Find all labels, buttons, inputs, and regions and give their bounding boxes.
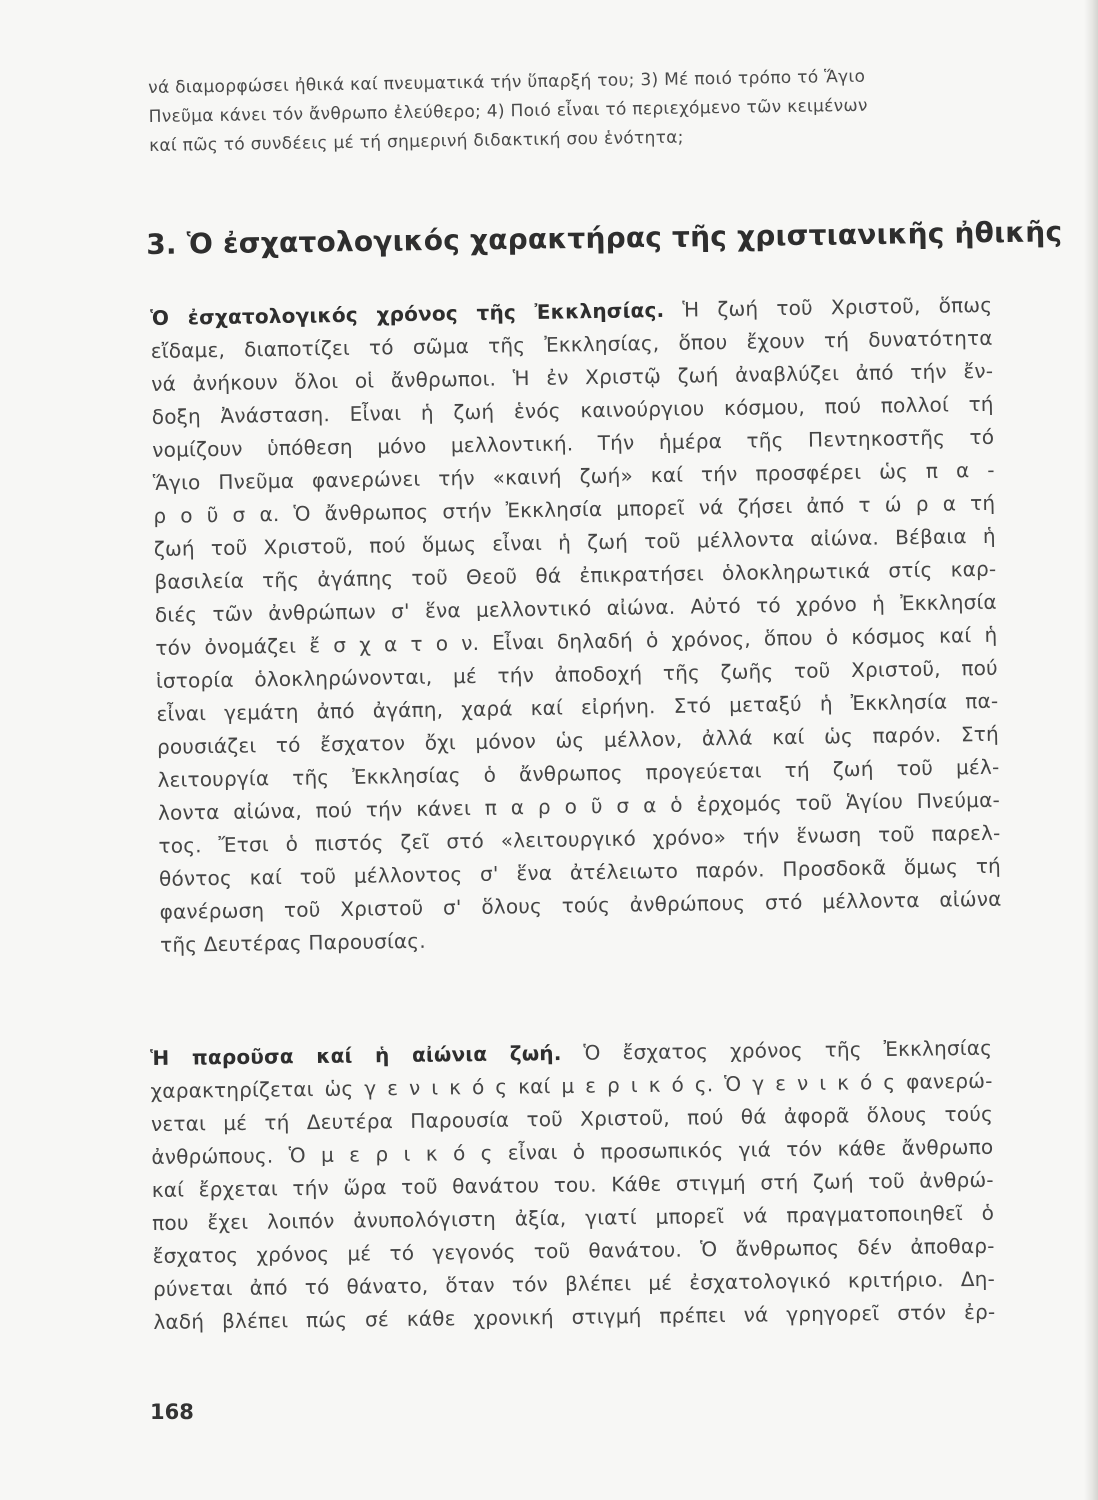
paragraph-line: Ἅγιο Πνεῦμα φανερώνει τήν «καινή ζωή» καί τήν προσφέρει ὡς π α -	[152, 457, 995, 495]
paragraph-line-text: Ἡ ζωή τοῦ Χριστοῦ, ὅπως	[682, 292, 993, 322]
paragraph-line: δοξη Ἀνάσταση. Εἶναι ἡ ζωή ἑνός καινούργιου κόσμου, πού πολλοί τή	[151, 391, 994, 429]
paragraph-lead: Ἡ παροῦσα καί ἡ αἰώνια ζωή.	[150, 1040, 562, 1070]
paragraph-line: ρουσιάζει τό ἔσχατον ὄχι μόνον ὡς μέλλον, ἀλλά καί ὡς παρόν. Στή	[156, 721, 1000, 759]
paragraph-line: θόντος καί τοῦ μέλλοντος σ' ἕνα ἀτέλειωτο παρόν. Προσδοκᾶ ὅμως τή	[158, 853, 1002, 891]
paragraph-line-text: Ὁ ἔσχατος χρόνος τῆς Ἐκκλησίας	[583, 1035, 993, 1065]
paragraph-line: ρ ο ῦ σ α. Ὁ ἄνθρωπος στήν Ἐκκλησία μπορεῖ νά ζήσει ἀπό τ ώ ρ α τή	[153, 490, 996, 528]
page-binding-edge	[1084, 0, 1098, 1500]
paragraph-line: φανέρωση τοῦ Χριστοῦ σ' ὅλους τούς ἀνθρώπους στό μέλλοντα αἰώνα	[159, 886, 1002, 924]
intro-line: καί πῶς τό συνδέεις μέ τή σημερινή διδακτική σου ἑνότητα;	[148, 127, 684, 156]
page-number: 168	[150, 1400, 194, 1424]
paragraph-line: εἴδαμε, διαποτίζει τό σῶμα τῆς Ἐκκλησίας, ὅπου ἔχουν τή δυνατότητα	[150, 325, 993, 363]
paragraph-line: νά ἀνήκουν ὅλοι οἱ ἄνθρωποι. Ἡ ἐν Χριστῷ ζωή ἀναβλύζει ἀπό τήν ἔν-	[151, 358, 994, 396]
intro-questions	[148, 61, 991, 161]
paragraph-line: καί ἔρχεται τήν ὥρα τοῦ θανάτου του. Κάθε στιγμή στή ζωή τοῦ ἀνθρώ-	[151, 1167, 994, 1202]
paragraph-line: βασιλεία τῆς ἀγάπης τοῦ Θεοῦ θά ἐπικρατήσει ὁλοκληρωτικά στίς καρ-	[154, 556, 997, 594]
paragraph-line: λειτουργία τῆς Ἐκκλησίας ὁ ἄνθρωπος προγεύεται τή ζωή τοῦ μέλ-	[157, 754, 1000, 792]
paragraph-line: ἔσχατος χρόνος μέ τό γεγονός τοῦ θανάτου. Ὁ ἄνθρωπος δέν ἀποθαρ-	[152, 1233, 995, 1268]
paragraph-line: εἶναι γεμάτη ἀπό ἀγάπη, χαρά καί εἰρήνη. Στό μεταξύ ἡ Ἐκκλησία πα-	[156, 688, 999, 726]
paragraph-line: νομίζουν ὑπόθεση μόνο μελλοντική. Τήν ἡμέρα τῆς Πεντηκοστῆς τό	[152, 424, 995, 462]
paragraph-line: χαρακτηρίζεται ὡς γ ε ν ι κ ό ς καί μ ε ρ ι κ ό ς. Ὁ γ ε ν ι κ ό ς φανερώ-	[150, 1068, 993, 1103]
paragraph-line: ζωή τοῦ Χριστοῦ, πού ὅμως εἶναι ἡ ζωή τοῦ μέλλοντα αἰώνα. Βέβαια ἡ	[153, 523, 996, 561]
paragraph-line: τος. Ἔτσι ὁ πιστός ζεῖ στό «λειτουργικό χρόνο» τήν ἕνωση τοῦ παρελ-	[158, 820, 1001, 858]
paragraph-eschatological-time	[150, 289, 1002, 962]
paragraph-present-and-eternal-life	[150, 1032, 996, 1339]
intro-line: νά διαμορφώσει ἠθικά καί πνευματικά τήν ὕπαρξή του; 3) Μέ ποιό τρόπο τό Ἅγιο	[148, 66, 866, 98]
paragraph-line: που ἔχει λοιπόν ἀνυπολόγιστη ἀξία, γιατί μπορεῖ νά πραγματοποιηθεῖ ὁ	[152, 1200, 995, 1235]
intro-line: Πνεῦμα κάνει τόν ἄνθρωπο ἐλεύθερο; 4) Ποιό εἶναι τό περιεχόμενο τῶν κειμένων	[148, 95, 868, 127]
paragraph-line: νεται μέ τή Δευτέρα Παρουσία τοῦ Χριστοῦ, πού θά ἀφορᾶ ὅλους τούς	[150, 1101, 994, 1136]
paragraph-line: διές τῶν ἀνθρώπων σ' ἕνα μελλοντικό αἰώνα. Αὐτό τό χρόνο ἡ Ἐκκλησία	[154, 589, 998, 627]
paragraph-line: ἀνθρώπους. Ὁ μ ε ρ ι κ ό ς εἶναι ὁ προσωπικός γιά τόν κάθε ἄνθρωπο	[151, 1134, 994, 1169]
paragraph-line: τῆς Δευτέρας Παρουσίας.	[159, 928, 427, 957]
paragraph-line: ρύνεται ἀπό τό θάνατο, ὅταν τόν βλέπει μέ ἐσχατολογικό κριτήριο. Δη-	[152, 1266, 996, 1301]
paragraph-line: λοντα αἰώνα, πού τήν κάνει π α ρ ο ῦ σ α ὁ ἐρχομός τοῦ Ἁγίου Πνεύμα-	[157, 787, 1001, 825]
paragraph-line: τόν ὀνομάζει ἔ σ χ α τ ο ν. Εἶναι δηλαδή ὁ χρόνος, ὅπου ὁ κόσμος καί ἡ	[155, 622, 998, 660]
paragraph-line: ἱστορία ὁλοκληρώνονται, μέ τήν ἀποδοχή τῆς ζωῆς τοῦ Χριστοῦ, πού	[155, 655, 999, 693]
section-title: 3. Ὁ ἐσχατολογικός χαρακτήρας τῆς χριστιανικῆς ἠθικῆς	[146, 215, 1063, 261]
paragraph-line: λαδή βλέπει πώς σέ κάθε χρονική στιγμή πρέπει νά γρηγορεῖ στόν ἐρ-	[153, 1299, 996, 1334]
paragraph-lead: Ὁ ἐσχατολογικός χρόνος τῆς Ἐκκλησίας.	[150, 297, 665, 330]
